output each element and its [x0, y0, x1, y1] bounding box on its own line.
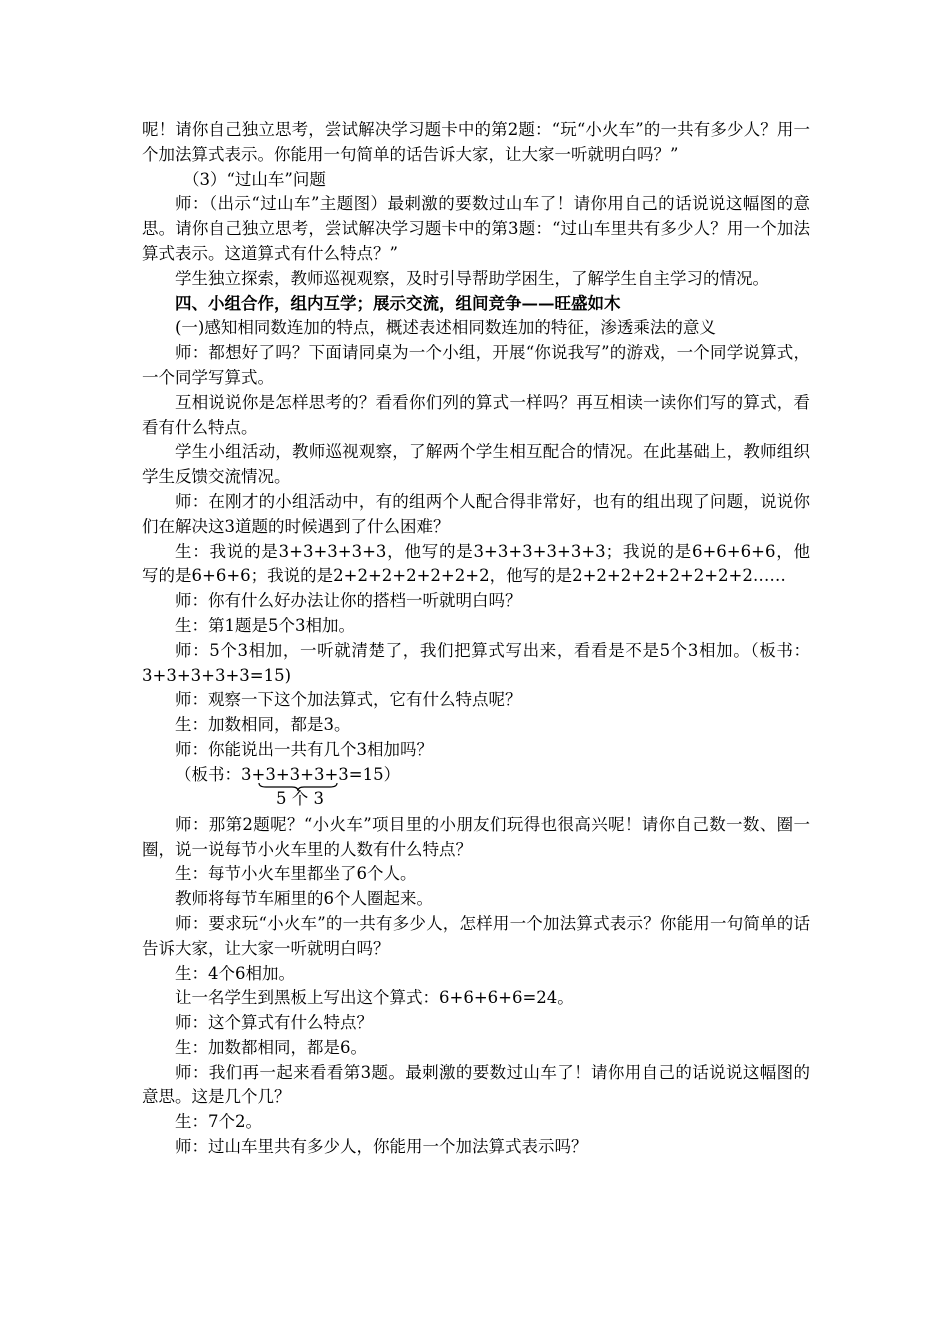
paragraph: 师：（出示“过山车”主题图）最刺激的要数过山车了！请你用自己的话说说这幅图的意思。请你自己独立思考，尝试解决学习题卡中的第3题：“过山车里共有多少人？用一个加法算式表示。这道算式有什么特点？”: [142, 194, 810, 263]
paragraph: 师：我们再一起来看看第3题。最刺激的要数过山车了！请你用自己的话说说这幅图的意思。这是几个几？: [142, 1062, 810, 1107]
paragraph: 互相说说你是怎样思考的？看看你们列的算式一样吗？再互相读一读你们写的算式，看看有什么特点。: [142, 392, 810, 437]
paragraph: 教师将每节车厢里的6个人圈起来。: [175, 889, 433, 909]
subsection-heading: (一)感知相同数连加的特点，概述表述相同数连加的特征，渗透乘法的意义: [175, 318, 716, 338]
paragraph: 呢！请你自己独立思考，尝试解决学习题卡中的第2题：“玩“小火车”的一共有多少人？用一个加法算式表示。你能用一句简单的话告诉大家，让大家一听就明白吗？”: [142, 120, 810, 164]
board-formula: [142, 763, 810, 813]
paragraph: 让一名学生到黑板上写出这个算式：6+6+6+6=24。: [175, 988, 574, 1008]
paragraph: 生：4个6相加。: [175, 963, 295, 983]
paragraph: 师：都想好了吗？下面请同桌为一个小组，开展“你说我写”的游戏，一个同学说算式，一个同学写算式。: [142, 343, 810, 387]
formula-expr: 3+3+3+3+3: [241, 764, 349, 784]
paragraph: 师：你能说出一共有几个3相加吗？: [175, 739, 433, 759]
paragraph: 师：过山车里共有多少人，你能用一个加法算式表示吗？: [175, 1137, 588, 1157]
brace-label: 5 个 3: [276, 788, 324, 808]
paragraph: 师：那第2题呢？“小火车”项目里的小朋友们玩得也很高兴呢！请你自己数一数、圈一圈，说一说每节小火车里的人数有什么特点？: [142, 814, 810, 859]
paragraph: 学生独立探索，教师巡视观察，及时引导帮助学困生，了解学生自主学习的情况。: [175, 268, 769, 288]
paragraph: 生：每节小火车里都坐了6个人。: [175, 864, 417, 884]
paragraph: 师：5个3相加，一听就清楚了，我们把算式写出来，看看是不是5个3相加。（板书：3+3+3+3+3=15): [142, 640, 810, 685]
section-heading: 四、小组合作，组内互学；展示交流，组间竞争——旺盛如木: [175, 293, 621, 313]
paragraph: 师：观察一下这个加法算式，它有什么特点呢？: [175, 690, 522, 710]
paragraph: 师：你有什么好办法让你的搭档一听就明白吗？: [175, 591, 522, 611]
paragraph: 学生小组活动，教师巡视观察，了解两个学生相互配合的情况。在此基础上，教师组织学生反馈交流情况。: [142, 442, 810, 487]
formula-suffix: =15）: [348, 764, 401, 784]
paragraph: 师：这个算式有什么特点？: [175, 1013, 373, 1033]
paragraph: 师：在刚才的小组活动中，有的组两个人配合得非常好，也有的组出现了问题，说说你们在解决这3道题的时候遇到了什么困难？: [142, 491, 810, 536]
paragraph: 生：加数都相同，都是6。: [175, 1037, 367, 1057]
section-heading: （3）“过山车”问题: [183, 169, 326, 189]
formula-prefix: （板书：: [175, 764, 241, 784]
document-page: [142, 118, 810, 1160]
paragraph: 生：7个2。: [175, 1112, 262, 1132]
paragraph: 生：加数相同，都是3。: [175, 715, 351, 735]
paragraph: 生：我说的是3+3+3+3+3，他写的是3+3+3+3+3+3；我说的是6+6+6+6，他写的是6+6+6；我说的是2+2+2+2+2+2+2，他写的是2+2+2+2+2+2+2+2……: [142, 541, 810, 586]
paragraph: 师：要求玩“小火车”的一共有多少人，怎样用一个加法算式表示？你能用一句简单的话告诉大家，让大家一听就明白吗？: [142, 913, 810, 958]
paragraph: 生：第1题是5个3相加。: [175, 615, 355, 635]
